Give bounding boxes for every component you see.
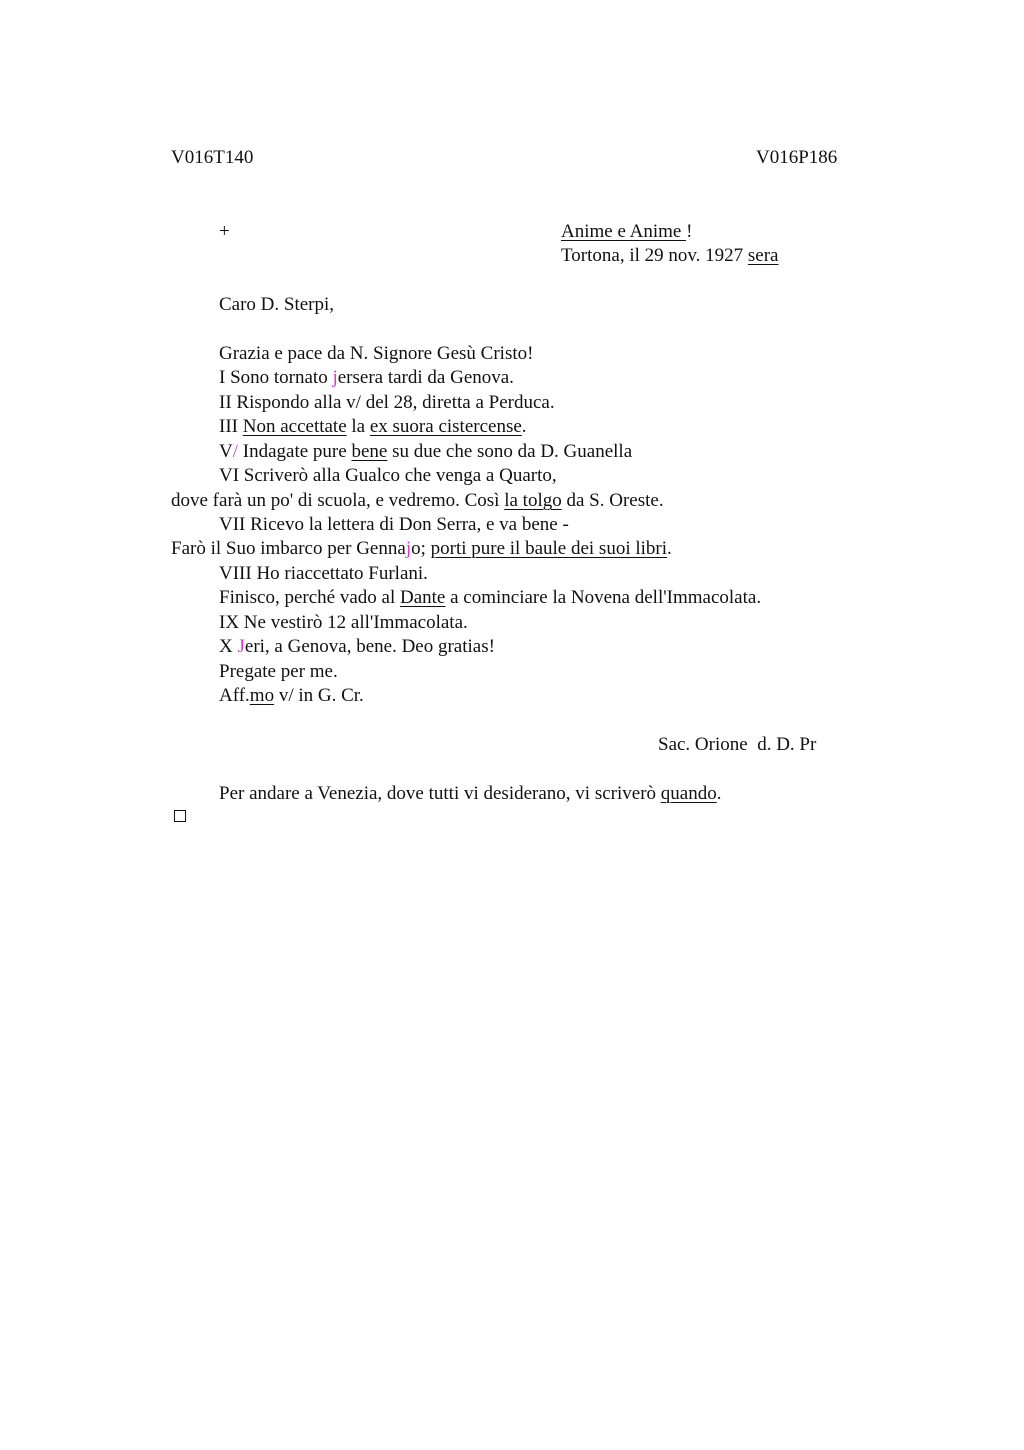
- salutation: Caro D. Sterpi,: [219, 294, 335, 315]
- item-v-underlined: bene: [351, 441, 388, 462]
- item-x-after: eri, a Genova, bene. Deo gratias!: [244, 636, 495, 657]
- item-i-mark: j: [332, 367, 338, 388]
- item-v-before: Indagate pure: [238, 441, 352, 462]
- item-vi-line2: [171, 490, 664, 512]
- item-vi-line2-before: dove farà un po' di scuola, e vedremo. Così: [171, 490, 505, 511]
- closing-pray: Pregate per me.: [219, 661, 338, 682]
- item-iii-underlined-2: ex suora cistercense: [369, 416, 522, 437]
- item-i: [219, 367, 514, 389]
- closing-aff: [219, 685, 364, 707]
- signature: Sac. Orione d. D. Pr: [658, 734, 817, 755]
- dateline-text: Tortona, il 29 nov. 1927: [561, 245, 748, 266]
- motto-underlined: Anime e Anime: [561, 221, 687, 242]
- item-x-prefix: X: [219, 636, 238, 657]
- item-iii-mid: la: [346, 416, 370, 437]
- dateline: [561, 245, 779, 267]
- item-vii-line2-mark: j: [405, 538, 412, 559]
- postscript-before: Per andare a Venezia, dove tutti vi desiderano, vi scriverò: [219, 783, 661, 804]
- document-code-left: V016T140: [171, 147, 254, 168]
- item-v-numeral: V: [219, 441, 233, 462]
- item-vii-line2: [171, 538, 672, 560]
- item-vii-line2-before: Farò il Suo imbarco per Genna: [171, 538, 406, 559]
- finisco-underlined: Dante: [399, 587, 446, 608]
- finisco-line: [219, 587, 761, 609]
- closing-aff-after: v/ in G. Cr.: [274, 685, 364, 706]
- item-v-after: su due che sono da D. Guanella: [387, 441, 633, 462]
- item-x: [219, 636, 495, 658]
- item-vii-line1: VII Ricevo la lettera di Don Serra, e va bene -: [219, 514, 569, 535]
- finisco-before: Finisco, perché vado al: [219, 587, 400, 608]
- item-iii-prefix: III: [219, 416, 243, 437]
- item-vii-line2-mid: o;: [411, 538, 431, 559]
- item-ix: IX Ne vestirò 12 all'Immacolata.: [219, 612, 468, 633]
- cross-mark: +: [219, 221, 230, 242]
- item-ii: II Rispondo alla v/ del 28, diretta a Perduca.: [219, 392, 555, 413]
- document-code-right: V016P186: [756, 147, 838, 168]
- item-i-before: I Sono tornato: [219, 367, 333, 388]
- item-iii: [219, 416, 527, 438]
- item-vi-line2-underlined: la tolgo: [504, 490, 562, 511]
- item-vi-line1: VI Scriverò alla Gualco che venga a Quarto,: [219, 465, 557, 486]
- postscript-underlined: quando: [660, 783, 717, 804]
- item-iii-underlined-1: Non accettate: [242, 416, 347, 437]
- item-i-after: ersera tardi da Genova.: [337, 367, 514, 388]
- motto-tail: !: [686, 221, 693, 242]
- finisco-after: a cominciare la Novena dell'Immacolata.: [445, 587, 762, 608]
- closing-aff-before: Aff.: [219, 685, 250, 706]
- postscript: [219, 783, 721, 805]
- item-x-mark: J: [237, 636, 245, 657]
- greeting: Grazia e pace da N. Signore Gesù Cristo!: [219, 343, 534, 364]
- item-vi-line2-after: da S. Oreste.: [561, 490, 664, 511]
- item-v: [219, 441, 632, 463]
- item-viii: VIII Ho riaccettato Furlani.: [219, 563, 428, 584]
- dateline-underlined: sera: [747, 245, 779, 266]
- postscript-end: .: [716, 783, 722, 804]
- motto: [561, 221, 692, 243]
- item-vii-line2-end: .: [667, 538, 672, 559]
- end-box-icon: [174, 810, 186, 822]
- item-iii-end: .: [521, 416, 527, 437]
- item-v-mark: /: [232, 441, 239, 462]
- item-vii-line2-underlined: porti pure il baule dei suoi libri: [430, 538, 668, 559]
- closing-aff-underlined: mo: [249, 685, 275, 706]
